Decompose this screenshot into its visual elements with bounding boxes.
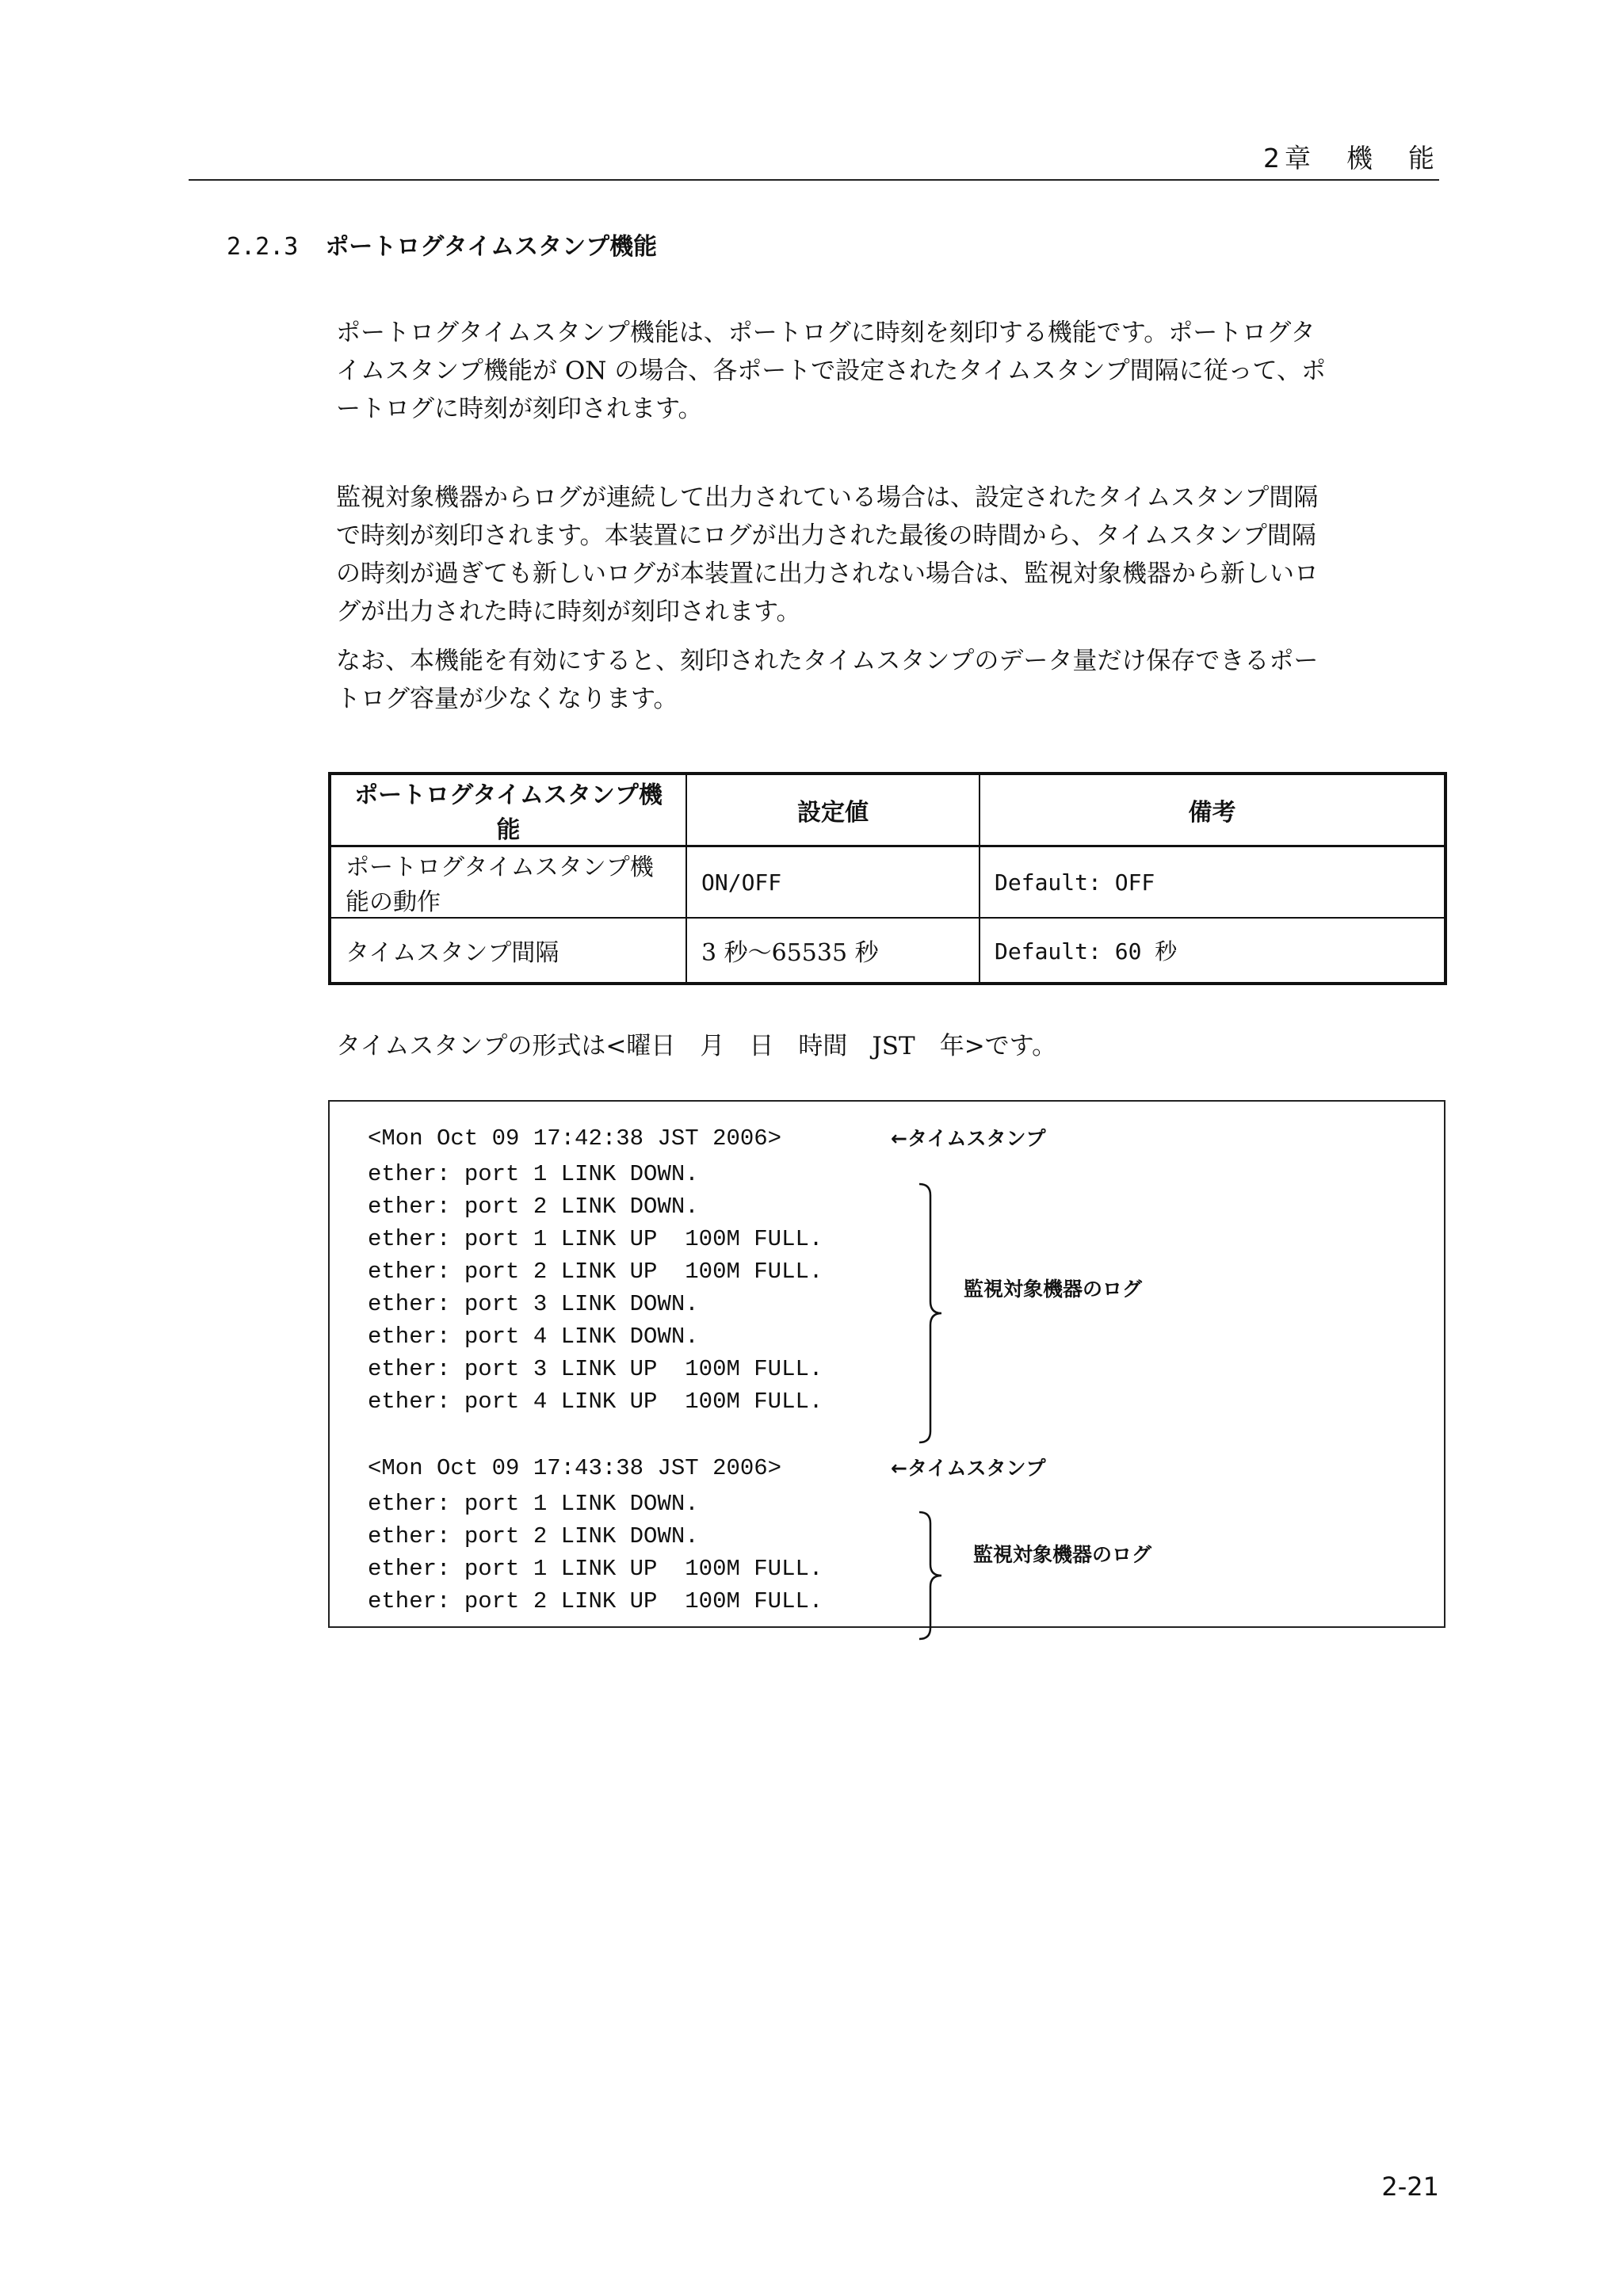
table-header-cell: 備考 [980, 774, 1445, 846]
table-cell: Default: OFF [980, 846, 1445, 919]
log-block [368, 1452, 1152, 1618]
right-brace-icon [915, 1181, 946, 1446]
paragraph-line: 監視対象機器からログが連続して出力されている場合は、設定されたタイムスタンプ間隔 [336, 483, 1319, 512]
table-cell: Default: 60 秒 [980, 918, 1445, 984]
paragraph-intro [336, 314, 1439, 428]
table-cell: ポートログタイムスタンプ機能の動作 [330, 846, 686, 919]
paragraph-line: グが出力された時に時刻が刻印されます。 [336, 598, 801, 626]
log-line: ether: port 2 LINK DOWN. [368, 1523, 699, 1549]
table-cell: 3 秒～65535 秒 [686, 918, 980, 984]
paragraph-line: なお、本機能を有効にすると、刻印されたタイムスタンプのデータ量だけ保存できるポー [336, 647, 1319, 675]
table-cell: ON/OFF [686, 846, 980, 919]
log-block [368, 1122, 1143, 1418]
paragraph-line: ポートログタイムスタンプ機能は、ポートログに時刻を刻印する機能です。ポートログタ [336, 319, 1316, 347]
timestamp-format-description: タイムスタンプの形式は<曜日 月 日 時間 JST 年>です。 [336, 1032, 1057, 1060]
table-row [330, 918, 1445, 984]
table-header-cell: ポートログタイムスタンプ機能 [330, 774, 686, 846]
settings-table [328, 772, 1447, 985]
timestamp-line: <Mon Oct 09 17:42:38 JST 2006> [368, 1125, 782, 1152]
log-example-box [328, 1100, 1445, 1628]
section-heading [227, 227, 657, 262]
log-line: ether: port 1 LINK UP 100M FULL. [368, 1556, 823, 1582]
timestamp-line: <Mon Oct 09 17:43:38 JST 2006> [368, 1455, 782, 1481]
log-line: ether: port 2 LINK UP 100M FULL. [368, 1259, 823, 1285]
page-header [189, 135, 1439, 181]
table-row [330, 846, 1445, 919]
right-brace-icon [915, 1509, 946, 1642]
log-line: ether: port 2 LINK UP 100M FULL. [368, 1588, 823, 1614]
paragraph-line: トログ容量が少なくなります。 [336, 685, 678, 713]
paragraph-behavior [336, 479, 1439, 631]
log-line: ether: port 4 LINK UP 100M FULL. [368, 1389, 823, 1415]
brace-annotation: 監視対象機器のログ [964, 1278, 1143, 1301]
log-line: ether: port 1 LINK UP 100M FULL. [368, 1226, 823, 1252]
log-line: ether: port 3 LINK DOWN. [368, 1291, 699, 1317]
paragraph-line: の時刻が過ぎても新しいログが本装置に出力されない場合は、監視対象機器から新しいロ [336, 560, 1319, 588]
chapter-title: 2章 機 能 [1263, 143, 1439, 174]
timestamp-annotation: ←タイムスタンプ [891, 1127, 1046, 1150]
paragraph-line: ートログに時刻が刻印されます。 [336, 395, 703, 423]
paragraph-note [336, 642, 1439, 718]
log-line: ether: port 2 LINK DOWN. [368, 1194, 699, 1220]
timestamp-annotation: ←タイムスタンプ [891, 1457, 1046, 1480]
section-title: ポートログタイムスタンプ機能 [325, 233, 658, 261]
log-line: ether: port 3 LINK UP 100M FULL. [368, 1356, 823, 1382]
log-line: ether: port 1 LINK DOWN. [368, 1491, 699, 1517]
table-header-row [330, 774, 1445, 846]
page-number: 2-21 [1381, 2172, 1439, 2202]
section-number: 2.2.3 [227, 233, 299, 261]
log-line: ether: port 1 LINK DOWN. [368, 1161, 699, 1187]
log-line: ether: port 4 LINK DOWN. [368, 1324, 699, 1350]
table-cell: タイムスタンプ間隔 [330, 918, 686, 984]
brace-annotation: 監視対象機器のログ [973, 1543, 1152, 1566]
paragraph-line: で時刻が刻印されます。本装置にログが出力された最後の時間から、タイムスタンプ間隔 [336, 521, 1316, 550]
table-header-cell: 設定値 [686, 774, 980, 846]
paragraph-line: イムスタンプ機能が ON の場合、各ポートで設定されたタイムスタンプ間隔に従って、ポ [336, 357, 1327, 385]
